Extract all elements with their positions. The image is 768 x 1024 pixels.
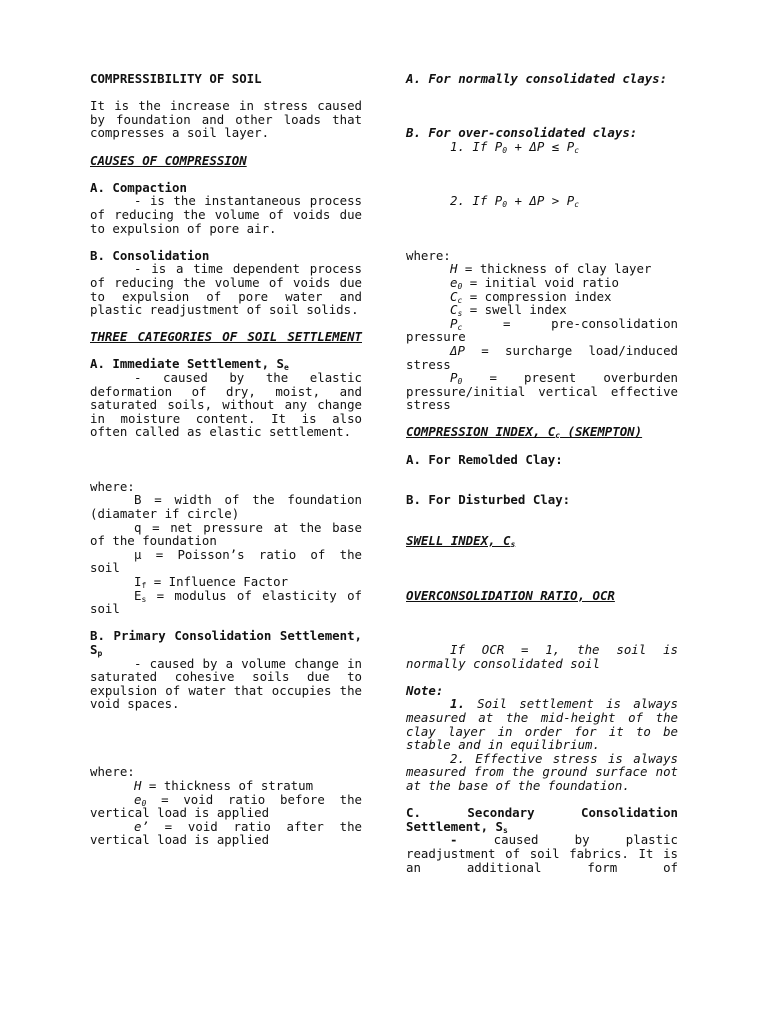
def-Pc: $P_c$ = pre-consolidation pressure: [406, 315, 678, 345]
def-e0-initial: $e_0$ = initial void ratio: [450, 274, 619, 291]
ocr-heading: OVERCONSOLIDATION RATIO, OCR: [406, 587, 615, 603]
compaction-text: - is the instantaneous process of reducing the volume of voids due to expulsion of pore air.: [90, 193, 362, 236]
def-Es: $E_s$ = modulus of elasticity of soil: [90, 587, 362, 617]
def-eprime: e’ = void ratio after the vertical load is applied: [90, 818, 362, 848]
note-heading: Note:: [406, 682, 444, 698]
def-If: $I_f$ = Influence Factor: [134, 573, 289, 590]
categories-heading: THREE CATEGORIES OF SOIL SETTLEMENT: [90, 329, 362, 345]
right-column: [406, 72, 678, 874]
immediate-settlement-text: - caused by the elastic deformation of dry, moist, and saturated soils, without any change in moisture content. It is also often called as elastic settlement.: [90, 370, 362, 440]
secondary-consolidation-text: - caused by plastic readjustment of soil fabrics. It is an additional form of: [406, 832, 678, 875]
def-Cs: $C_s$ = swell index: [450, 302, 567, 319]
over-consolidated-heading: B. For over-consolidated clays:: [406, 125, 638, 141]
def-H: H = thickness of stratum: [134, 777, 314, 793]
swell-index-heading: SWELL INDEX, $C_s$: [406, 533, 516, 550]
ocr-text: If OCR = 1, the soil is normally consolidated soil: [406, 642, 678, 671]
intro-paragraph: It is the increase in stress caused by foundation and other loads that compresses a soil layer.: [90, 98, 362, 141]
immediate-settlement-heading: A. Immediate Settlement, $S_e$: [90, 356, 289, 373]
document-title: COMPRESSIBILITY OF SOIL: [90, 71, 262, 86]
primary-consolidation-heading: B. Primary Consolidation Settlement, $S_p$: [90, 628, 362, 658]
def-deltaP: ΔP = surcharge load/induced stress: [406, 342, 678, 372]
left-column: [90, 72, 362, 847]
compression-index-heading: COMPRESSION INDEX, $C_c$ (SKEMPTON): [406, 424, 643, 441]
where-label-1: where:: [90, 478, 135, 494]
consolidation-heading: B. Consolidation: [90, 247, 210, 263]
remolded-clay-label: A. For Remolded Clay:: [406, 451, 563, 467]
def-Cc: $C_c$ = compression index: [450, 288, 612, 305]
where-label-right: where:: [406, 247, 451, 263]
disturbed-clay-label: B. For Disturbed Clay:: [406, 492, 571, 508]
def-e0: $e_0$ = void ratio before the vertical load is applied: [90, 791, 362, 821]
consolidation-text: - is a time dependent process of reducing the volume of voids due to expulsion of pore water and plastic readjustment of soil solids.: [90, 261, 362, 318]
def-P0: $P_0$ = present overburden pressure/initial vertical effective stress: [406, 370, 678, 413]
compaction-heading: A. Compaction: [90, 179, 187, 195]
def-H-clay: H = thickness of clay layer: [450, 261, 652, 277]
def-q: q = net pressure at the base of the foundation: [90, 519, 362, 549]
def-mu: μ = Poisson’s ratio of the soil: [90, 546, 362, 576]
primary-consolidation-text: - caused by a volume change in saturated cohesive soils due to expulsion of water that occupies the void spaces.: [90, 655, 362, 712]
note-2: 2. Effective stress is always measured from the ground surface not at the base of the foundation.: [406, 750, 678, 793]
where-label-2: where:: [90, 764, 135, 780]
normally-consolidated-heading: A. For normally consolidated clays:: [406, 71, 668, 86]
case-2: 2. If $P_0 + \Delta P > P_c$: [450, 193, 580, 210]
case-1: 1. If $P_0 + \Delta P \le P_c$: [450, 138, 580, 155]
causes-heading: CAUSES OF COMPRESSION: [90, 152, 247, 168]
secondary-consolidation-heading: C. Secondary Consolidation Settlement, $S_s$: [406, 805, 678, 835]
def-B: B = width of the foundation (diamater if circle): [90, 492, 362, 522]
note-1: 1. Soil settlement is always measured at the mid-height of the clay layer in order for it to be stable and in equilibrium.: [406, 696, 678, 753]
